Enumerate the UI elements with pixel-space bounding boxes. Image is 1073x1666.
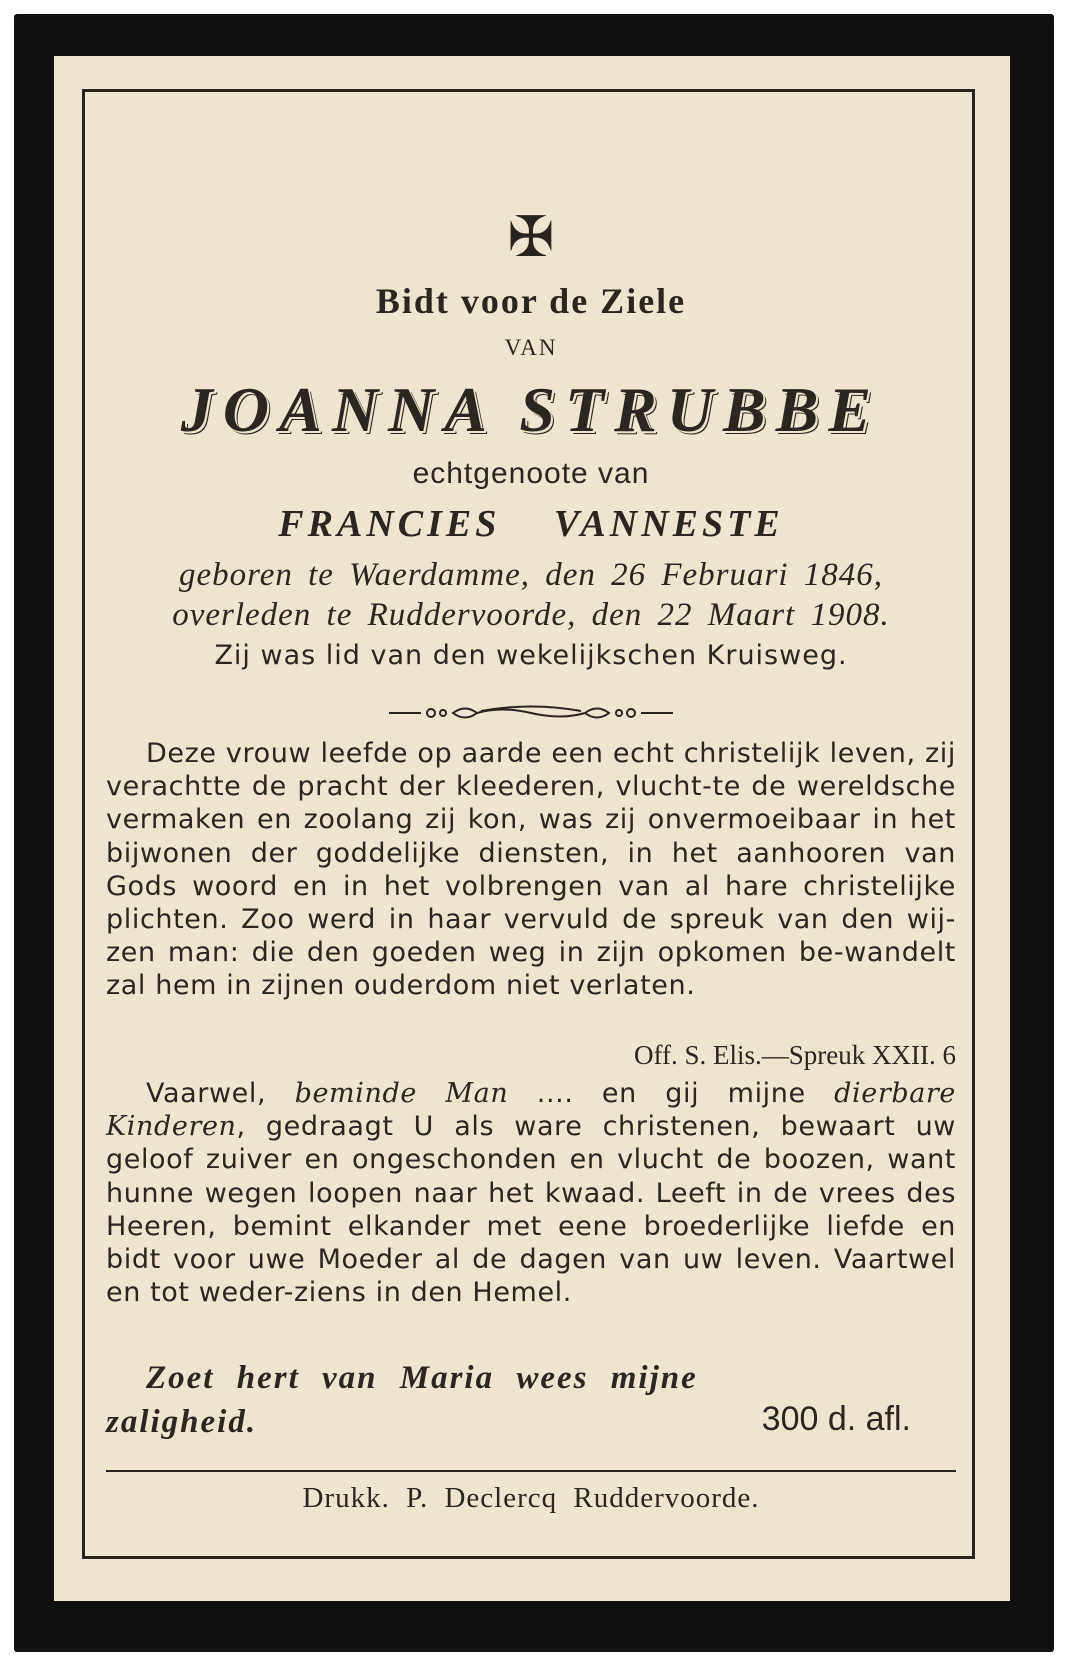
printer-line: Drukk. P. Declercq Ruddervoorde. [302, 1482, 760, 1514]
relation-label: echtgenoote van [412, 457, 650, 490]
death-line: overleden te Ruddervoorde, den 22 Maart 1908. [172, 597, 890, 633]
ornament-divider-icon [106, 702, 956, 729]
heading: Bidt voor de Ziele [375, 281, 687, 321]
farewell-kids: dierbare Kinderen [106, 1078, 957, 1143]
inner-frame [82, 89, 975, 1559]
cross-icon: ✠ [507, 205, 555, 270]
paragraph-farewell [106, 1077, 956, 1309]
farewell-start: Vaarwel, [146, 1078, 295, 1109]
farewell-man: beminde Man [294, 1078, 509, 1109]
scripture-reference: Off. S. Elis.—Spreuk XXII. 6 [634, 1040, 956, 1070]
van-label: VAN [504, 335, 558, 360]
birth-line: geboren te Waerdamme, den 26 Februari 1846, [178, 557, 884, 593]
membership-line: Zij was lid van den wekelijkschen Kruisweg. [214, 640, 848, 671]
husband-name: FRANCIES VANNESTE [278, 503, 784, 545]
farewell-mid: .... en gij mijne [508, 1078, 835, 1109]
memorial-card [14, 14, 1054, 1652]
prayer-line-1: Zoet hert van Maria wees mijne [146, 1360, 698, 1396]
deceased-name: JOANNA STRUBBE [180, 374, 882, 445]
farewell-rest: , gedraagt U als ware christenen, bewaart uw geloof zuiver en ongeschonden en vlucht de boozen, want hunne wegen loopen naar het kwaad. Leeft in de vrees des Heeren, bemint elkander met eene broederlijke liefde en bidt voor uwe Moeder al de dagen van uw leven. Vaartwel en tot weder-ziens in den Hemel. [106, 1111, 956, 1309]
paragraph-virtues: Deze vrouw leefde op aarde een echt christelijk leven, zij verachtte de pracht der kleederen, vlucht-te de wereldsche vermaken en zoolang zij kon, was zij onvermoeibaar in het bijwonen der goddelijke diensten, in het aanhooren van Gods woord en in het volbrengen van al hare christelijke plichten. Zoo werd in haar vervuld de spreuk van den wij-zen man: die den goeden weg in zijn opkomen be-wandelt zal hem in zijnen ouderdom niet verlaten. [106, 738, 956, 1002]
prayer-line-2: zaligheid. [106, 1404, 258, 1440]
indulgence-note: 300 d. afl. [761, 1400, 911, 1438]
divider-rule [106, 1470, 956, 1472]
card-paper [54, 56, 1010, 1601]
